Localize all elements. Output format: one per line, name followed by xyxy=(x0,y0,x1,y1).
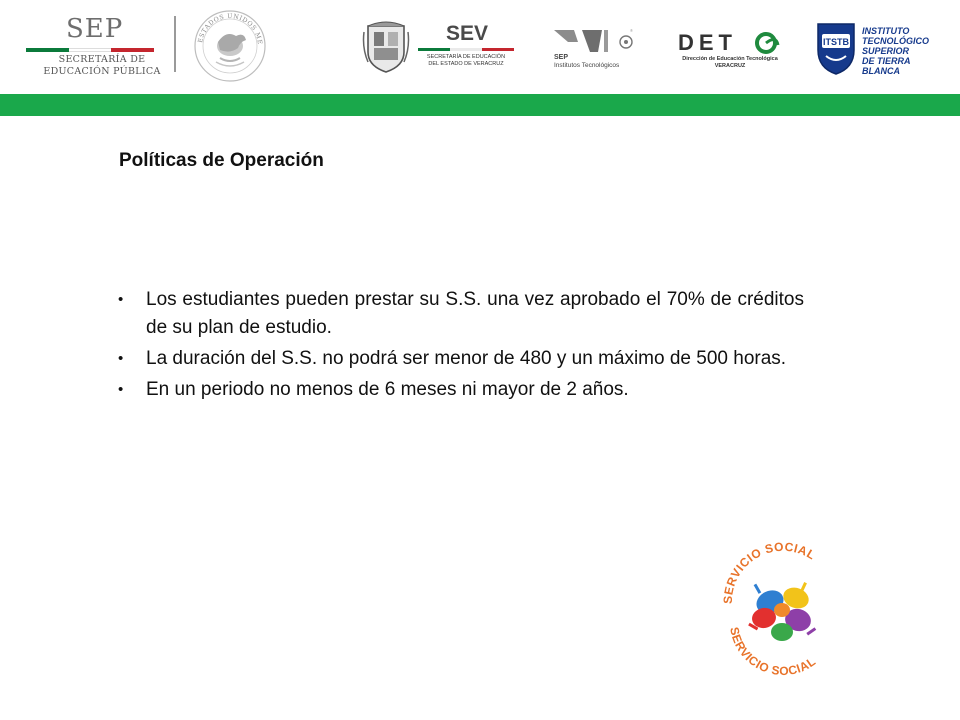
itstb-name-line3: DE TIERRA BLANCA xyxy=(862,56,911,76)
veracruz-coat-of-arms-icon xyxy=(362,18,410,74)
det-subtitle-line2: VERACRUZ xyxy=(714,63,746,69)
sep-subtitle xyxy=(42,54,162,78)
leaf-swirl-icon xyxy=(754,31,780,55)
list-item-text: Los estudiantes pueden prestar su S.S. una vez aprobado el 70% de créditos de su plan de estudio. xyxy=(146,289,804,338)
sep-it-emblem-icon xyxy=(552,28,638,54)
header-logos xyxy=(0,0,960,94)
policy-list xyxy=(116,286,804,407)
det-subtitle-line1: Dirección de Educación Tecnológica xyxy=(682,56,778,62)
sep-subtitle-line1: SECRETARÍA DE xyxy=(58,54,146,65)
sep-logo xyxy=(24,14,174,80)
servicio-social-badge xyxy=(716,540,846,680)
sev-wordmark: SEV xyxy=(446,22,489,45)
sev-subtitle xyxy=(416,54,516,68)
sev-subtitle-line2: DEL ESTADO DE VERACRUZ xyxy=(428,61,504,67)
mexican-coat-of-arms-icon xyxy=(190,6,270,86)
itstb-badge-text: ITSTB xyxy=(823,37,849,47)
det-logo xyxy=(676,30,784,76)
det-subtitle xyxy=(676,56,784,70)
hands-icon xyxy=(748,582,816,641)
badge-bottom-text: SERVICIO SOCIAL xyxy=(727,625,819,679)
sep-it-sub: Institutos Tecnológicos xyxy=(554,62,620,69)
sep-it-subtitle xyxy=(554,54,619,70)
itstb-shield-icon xyxy=(814,20,858,76)
sev-stripe xyxy=(418,48,514,51)
list-item-text: La duración del S.S. no podrá ser menor de 480 y un máximo de 500 horas. xyxy=(146,348,787,369)
green-band xyxy=(0,94,960,116)
det-wordmark: DET xyxy=(678,30,737,55)
sep-subtitle-line2: EDUCACIÓN PÚBLICA xyxy=(43,66,161,77)
sev-subtitle-line1: SECRETARÍA DE EDUCACIÓN xyxy=(426,54,506,60)
itstb-name-line2: TECNOLÓGICO SUPERIOR xyxy=(862,36,929,56)
sep-it-word: SEP xyxy=(554,54,569,61)
list-item-text: En un periodo no menos de 6 meses ni mayor de 2 años. xyxy=(146,379,629,400)
badge-top-text: SERVICIO SOCIAL xyxy=(720,540,819,605)
sev-logo xyxy=(416,22,516,72)
itstb-name-line1: INSTITUTO xyxy=(862,26,910,36)
logo-divider xyxy=(174,16,176,72)
sep-institutos-tecnologicos-logo xyxy=(552,28,638,76)
svg-text:®: ® xyxy=(630,28,633,33)
list-item xyxy=(116,286,804,342)
bullet-icon: • xyxy=(118,291,124,308)
list-item xyxy=(116,376,804,404)
svg-text:ESTADOS UNIDOS MEXICANOS: ESTADOS UNIDOS ME xyxy=(197,12,264,46)
bullet-icon: • xyxy=(118,381,124,398)
itstb-name xyxy=(862,26,944,76)
list-item xyxy=(116,345,804,373)
bullet-icon: • xyxy=(118,350,124,367)
sep-flag-stripe xyxy=(26,48,154,52)
page-title: Políticas de Operación xyxy=(119,150,324,171)
sep-wordmark: SEP xyxy=(66,14,124,44)
itstb-logo xyxy=(814,20,944,78)
